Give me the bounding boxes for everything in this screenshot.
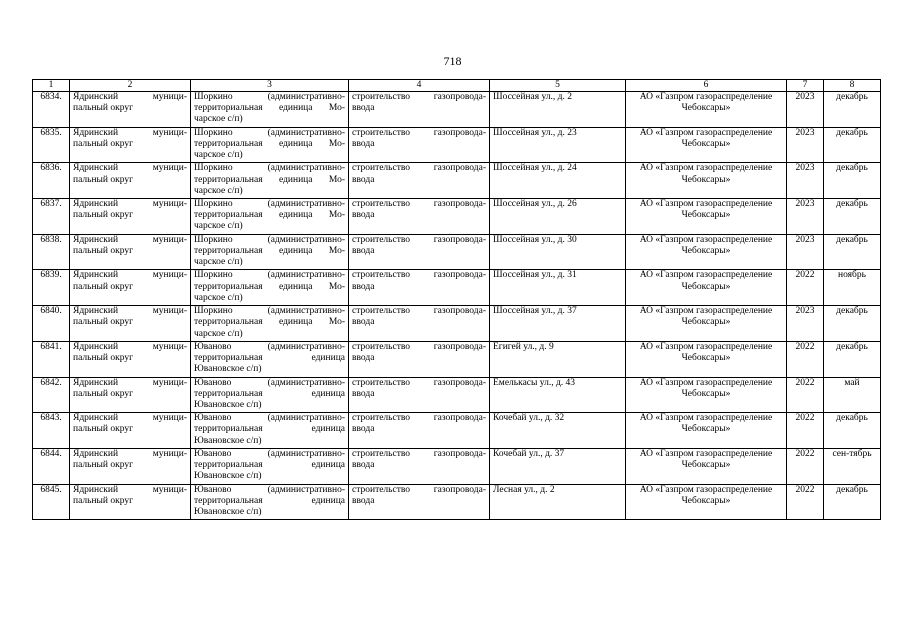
address-cell: Кочебай ул., д. 32 — [490, 413, 626, 449]
month-cell: декабрь — [824, 306, 881, 342]
table-row — [33, 92, 881, 128]
row-number: 6836. — [33, 163, 70, 199]
table-row — [33, 413, 881, 449]
locality-cell: Шоркино (административно-территориальная единица Мо-чарское с/п) — [191, 306, 349, 342]
organization-cell: АО «Газпром газораспределение Чебоксары» — [626, 270, 787, 306]
row-number: 6845. — [33, 484, 70, 520]
year-cell: 2023 — [787, 306, 824, 342]
column-header: 7 — [787, 80, 824, 92]
district-cell: Ядринский муници-пальный округ — [70, 127, 191, 163]
table-row — [33, 484, 881, 520]
organization-cell: АО «Газпром газораспределение Чебоксары» — [626, 484, 787, 520]
work-type-cell: строительство газопровода-ввода — [349, 163, 490, 199]
work-type-cell: строительство газопровода-ввода — [349, 199, 490, 235]
district-cell: Ядринский муници-пальный округ — [70, 341, 191, 377]
table-row — [33, 234, 881, 270]
address-cell: Емелькасы ул., д. 43 — [490, 377, 626, 413]
work-type-cell: строительство газопровода-ввода — [349, 306, 490, 342]
locality-cell: Шоркино (административно-территориальная единица Мо-чарское с/п) — [191, 199, 349, 235]
register-table — [32, 79, 881, 520]
locality-cell: Юваново (административно-территориальная единица Ювановское с/п) — [191, 448, 349, 484]
column-header: 2 — [70, 80, 191, 92]
month-cell: май — [824, 377, 881, 413]
organization-cell: АО «Газпром газораспределение Чебоксары» — [626, 413, 787, 449]
work-type-cell: строительство газопровода-ввода — [349, 377, 490, 413]
row-number: 6835. — [33, 127, 70, 163]
year-cell: 2023 — [787, 92, 824, 128]
organization-cell: АО «Газпром газораспределение Чебоксары» — [626, 199, 787, 235]
row-number: 6838. — [33, 234, 70, 270]
district-cell: Ядринский муници-пальный округ — [70, 270, 191, 306]
organization-cell: АО «Газпром газораспределение Чебоксары» — [626, 341, 787, 377]
month-cell: декабрь — [824, 234, 881, 270]
district-cell: Ядринский муници-пальный округ — [70, 448, 191, 484]
district-cell: Ядринский муници-пальный округ — [70, 413, 191, 449]
work-type-cell: строительство газопровода-ввода — [349, 92, 490, 128]
address-cell: Шоссейная ул., д. 26 — [490, 199, 626, 235]
organization-cell: АО «Газпром газораспределение Чебоксары» — [626, 163, 787, 199]
column-header: 5 — [490, 80, 626, 92]
address-cell: Кочебай ул., д. 37 — [490, 448, 626, 484]
column-header: 3 — [191, 80, 349, 92]
table-row — [33, 127, 881, 163]
table-row — [33, 199, 881, 235]
month-cell: декабрь — [824, 199, 881, 235]
year-cell: 2022 — [787, 413, 824, 449]
column-number-row — [33, 80, 881, 92]
register-body — [33, 92, 881, 520]
address-cell: Егигей ул., д. 9 — [490, 341, 626, 377]
row-number: 6844. — [33, 448, 70, 484]
row-number: 6840. — [33, 306, 70, 342]
table-row — [33, 448, 881, 484]
address-cell: Шоссейная ул., д. 24 — [490, 163, 626, 199]
district-cell: Ядринский муници-пальный округ — [70, 163, 191, 199]
district-cell: Ядринский муници-пальный округ — [70, 377, 191, 413]
locality-cell: Шоркино (административно-территориальная единица Мо-чарское с/п) — [191, 234, 349, 270]
row-number: 6837. — [33, 199, 70, 235]
locality-cell: Шоркино (административно-территориальная единица Мо-чарское с/п) — [191, 127, 349, 163]
address-cell: Шоссейная ул., д. 31 — [490, 270, 626, 306]
district-cell: Ядринский муници-пальный округ — [70, 234, 191, 270]
locality-cell: Шоркино (административно-территориальная единица Мо-чарское с/п) — [191, 163, 349, 199]
year-cell: 2023 — [787, 163, 824, 199]
work-type-cell: строительство газопровода-ввода — [349, 127, 490, 163]
row-number: 6843. — [33, 413, 70, 449]
year-cell: 2022 — [787, 484, 824, 520]
year-cell: 2023 — [787, 199, 824, 235]
table-row — [33, 270, 881, 306]
locality-cell: Шоркино (административно-территориальная единица Мо-чарское с/п) — [191, 92, 349, 128]
organization-cell: АО «Газпром газораспределение Чебоксары» — [626, 377, 787, 413]
row-number: 6841. — [33, 341, 70, 377]
organization-cell: АО «Газпром газораспределение Чебоксары» — [626, 306, 787, 342]
table-row — [33, 377, 881, 413]
month-cell: декабрь — [824, 127, 881, 163]
address-cell: Шоссейная ул., д. 23 — [490, 127, 626, 163]
organization-cell: АО «Газпром газораспределение Чебоксары» — [626, 234, 787, 270]
table-row — [33, 306, 881, 342]
locality-cell: Юваново (административно-территориальная единица Ювановское с/п) — [191, 413, 349, 449]
organization-cell: АО «Газпром газораспределение Чебоксары» — [626, 127, 787, 163]
organization-cell: АО «Газпром газораспределение Чебоксары» — [626, 92, 787, 128]
work-type-cell: строительство газопровода-ввода — [349, 484, 490, 520]
year-cell: 2023 — [787, 234, 824, 270]
month-cell: ноябрь — [824, 270, 881, 306]
district-cell: Ядринский муници-пальный округ — [70, 484, 191, 520]
month-cell: сен-тябрь — [824, 448, 881, 484]
year-cell: 2022 — [787, 341, 824, 377]
month-cell: декабрь — [824, 92, 881, 128]
address-cell: Лесная ул., д. 2 — [490, 484, 626, 520]
work-type-cell: строительство газопровода-ввода — [349, 341, 490, 377]
district-cell: Ядринский муници-пальный округ — [70, 92, 191, 128]
district-cell: Ядринский муници-пальный округ — [70, 199, 191, 235]
table-row — [33, 163, 881, 199]
address-cell: Шоссейная ул., д. 37 — [490, 306, 626, 342]
address-cell: Шоссейная ул., д. 30 — [490, 234, 626, 270]
year-cell: 2022 — [787, 377, 824, 413]
work-type-cell: строительство газопровода-ввода — [349, 270, 490, 306]
year-cell: 2022 — [787, 448, 824, 484]
row-number: 6842. — [33, 377, 70, 413]
column-header: 6 — [626, 80, 787, 92]
district-cell: Ядринский муници-пальный округ — [70, 306, 191, 342]
work-type-cell: строительство газопровода-ввода — [349, 234, 490, 270]
column-header: 4 — [349, 80, 490, 92]
row-number: 6834. — [33, 92, 70, 128]
month-cell: декабрь — [824, 163, 881, 199]
column-header: 1 — [33, 80, 70, 92]
table-row — [33, 341, 881, 377]
month-cell: декабрь — [824, 413, 881, 449]
locality-cell: Юваново (административно-территориальная единица Ювановское с/п) — [191, 484, 349, 520]
row-number: 6839. — [33, 270, 70, 306]
month-cell: декабрь — [824, 341, 881, 377]
address-cell: Шоссейная ул., д. 2 — [490, 92, 626, 128]
work-type-cell: строительство газопровода-ввода — [349, 448, 490, 484]
year-cell: 2023 — [787, 127, 824, 163]
year-cell: 2022 — [787, 270, 824, 306]
page-number: 718 — [443, 54, 462, 68]
locality-cell: Юваново (административно-территориальная единица Ювановское с/п) — [191, 377, 349, 413]
work-type-cell: строительство газопровода-ввода — [349, 413, 490, 449]
locality-cell: Юваново (административно-территориальная единица Ювановское с/п) — [191, 341, 349, 377]
month-cell: декабрь — [824, 484, 881, 520]
column-header: 8 — [824, 80, 881, 92]
organization-cell: АО «Газпром газораспределение Чебоксары» — [626, 448, 787, 484]
locality-cell: Шоркино (административно-территориальная единица Мо-чарское с/п) — [191, 270, 349, 306]
